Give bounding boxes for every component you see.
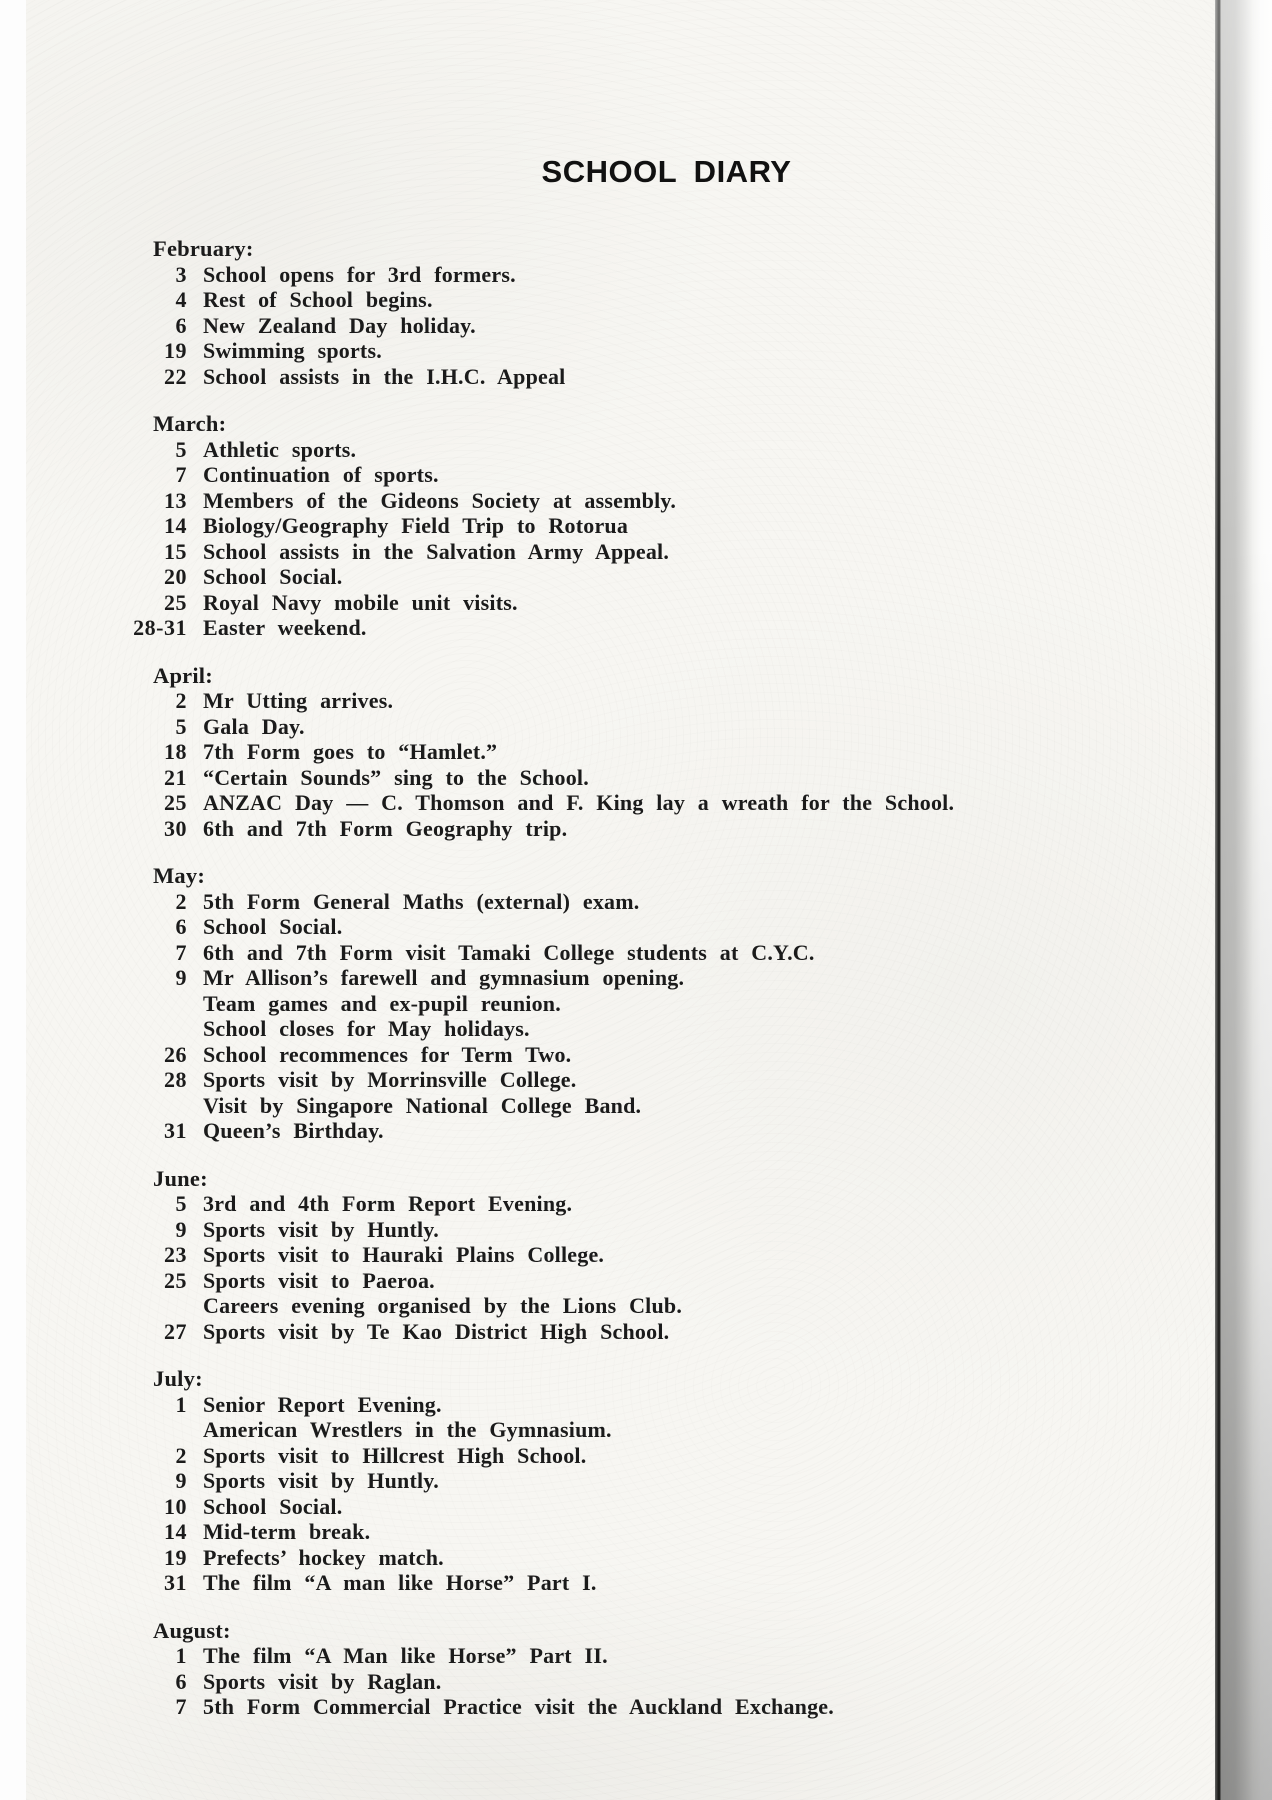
month-entries	[26, 688, 1215, 841]
diary-entry	[125, 1417, 1215, 1443]
diary-entry	[125, 1217, 1215, 1243]
entry-text: School assists in the I.H.C. Appeal	[203, 363, 566, 389]
diary-entry	[125, 1443, 1215, 1469]
entry-day: 15	[164, 538, 187, 564]
diary-entry	[125, 1319, 1215, 1345]
entry-day: 5	[175, 1191, 187, 1216]
entry-text: School Social.	[203, 564, 343, 589]
month-entries	[26, 1392, 1215, 1596]
diary-entry	[125, 688, 1215, 714]
entry-day	[125, 1417, 187, 1443]
month-heading: July:	[153, 1366, 203, 1391]
diary-sections	[26, 236, 1215, 1720]
entry-text: 5th Form Commercial Practice visit the Auckland Exchange.	[203, 1694, 834, 1719]
entry-day: 28-31	[133, 615, 187, 640]
entry-day: 5	[175, 713, 187, 739]
entry-day: 20	[164, 564, 187, 589]
entry-text: Prefects’ hockey match.	[203, 1544, 444, 1570]
entry-text: Easter weekend.	[203, 615, 367, 640]
entry-text: Biology/Geography Field Trip to Rotorua	[203, 513, 629, 538]
entry-text: Rest of School begins.	[203, 287, 433, 312]
entry-text: School opens for 3rd formers.	[203, 261, 516, 287]
entry-text: Visit by Singapore National College Band.	[203, 1092, 642, 1118]
entry-text: Sports visit to Hillcrest High School.	[203, 1442, 587, 1468]
entry-day: 27	[164, 1318, 187, 1344]
entry-day: 14	[164, 1519, 187, 1544]
diary-entry	[125, 437, 1215, 463]
diary-entry	[125, 739, 1215, 765]
entry-text: Mr Allison’s farewell and gymnasium opening.	[203, 965, 685, 990]
entry-text: Members of the Gideons Society at assembly.	[203, 487, 677, 513]
entry-day: 4	[175, 287, 187, 312]
diary-entry	[125, 488, 1215, 514]
entry-day	[125, 991, 187, 1017]
month-section	[26, 663, 1215, 842]
diary-entry	[125, 1669, 1215, 1695]
entry-text: “Certain Sounds” sing to the School.	[203, 764, 589, 790]
entry-day: 31	[164, 1118, 187, 1143]
entry-text: Queen’s Birthday.	[203, 1118, 384, 1143]
entry-text: 6th and 7th Form Geography trip.	[203, 815, 568, 841]
diary-entry	[125, 1268, 1215, 1294]
entry-day: 9	[175, 1216, 187, 1242]
diary-entry	[125, 1242, 1215, 1268]
diary-entry	[125, 965, 1215, 991]
entry-text: ANZAC Day — C. Thomson and F. King lay a wreath for the School.	[203, 790, 955, 815]
diary-entry	[125, 1494, 1215, 1520]
entry-text: Careers evening organised by the Lions Club.	[203, 1293, 683, 1318]
diary-entry	[125, 564, 1215, 590]
month-section	[26, 863, 1215, 1144]
entry-text: Athletic sports.	[203, 436, 357, 462]
month-section	[26, 236, 1215, 389]
diary-entry	[125, 1293, 1215, 1319]
diary-entry	[125, 539, 1215, 565]
entry-day: 26	[164, 1041, 187, 1067]
entry-day: 2	[175, 888, 187, 914]
entry-day: 18	[164, 739, 187, 764]
diary-entry	[125, 513, 1215, 539]
entry-text: Senior Report Evening.	[203, 1391, 442, 1417]
diary-entry	[125, 1468, 1215, 1494]
diary-entry	[125, 1694, 1215, 1720]
month-entries	[26, 262, 1215, 390]
entry-text: School assists in the Salvation Army Appeal.	[203, 538, 670, 564]
entry-text: 6th and 7th Form visit Tamaki College students at C.Y.C.	[203, 939, 815, 965]
entry-day: 22	[164, 363, 187, 389]
month-section	[26, 1618, 1215, 1720]
month-heading: April:	[153, 662, 213, 688]
entry-day	[125, 1093, 187, 1119]
diary-entry	[125, 940, 1215, 966]
entry-day: 31	[164, 1570, 187, 1595]
entry-text: Continuation of sports.	[203, 462, 439, 487]
entry-text: Team games and ex-pupil reunion.	[203, 990, 561, 1016]
diary-entry	[125, 1519, 1215, 1545]
diary-entry	[125, 1191, 1215, 1217]
entry-day	[125, 1016, 187, 1042]
diary-entry	[125, 1545, 1215, 1571]
entry-day: 10	[164, 1493, 187, 1519]
entry-day	[125, 1293, 187, 1319]
entry-day: 7	[175, 939, 187, 965]
entry-text: New Zealand Day holiday.	[203, 312, 476, 338]
entry-day: 1	[175, 1391, 187, 1417]
entry-day: 3	[175, 261, 187, 287]
entry-text: School Social.	[203, 914, 343, 939]
month-entries	[26, 1643, 1215, 1720]
entry-text: Sports visit by Morrinsville College.	[203, 1067, 577, 1092]
page-gutter-shadow	[1215, 0, 1272, 1800]
entry-text: School closes for May holidays.	[203, 1016, 530, 1041]
entry-text: 7th Form goes to “Hamlet.”	[203, 739, 498, 764]
entry-text: Sports visit by Te Kao District High School.	[203, 1318, 670, 1344]
diary-entry	[125, 1093, 1215, 1119]
diary-entry	[125, 1067, 1215, 1093]
month-entries	[26, 437, 1215, 641]
entry-text: Sports visit by Huntly.	[203, 1216, 439, 1242]
entry-text: American Wrestlers in the Gymnasium.	[203, 1417, 612, 1442]
entry-text: Sports visit to Paeroa.	[203, 1267, 435, 1293]
month-heading: August:	[153, 1617, 231, 1643]
entry-text: 3rd and 4th Form Report Evening.	[203, 1191, 573, 1216]
diary-entry	[125, 765, 1215, 791]
diary-entry	[125, 790, 1215, 816]
diary-entry	[125, 991, 1215, 1017]
entry-day: 6	[175, 1668, 187, 1694]
month-heading: February:	[153, 236, 254, 261]
entry-day: 6	[175, 914, 187, 939]
entry-day: 9	[175, 1468, 187, 1493]
entry-day: 28	[164, 1067, 187, 1092]
entry-day: 7	[175, 1694, 187, 1719]
entry-day: 6	[175, 312, 187, 338]
diary-entry	[125, 816, 1215, 842]
entry-text: Swimming sports.	[203, 338, 382, 363]
entry-day: 1	[175, 1643, 187, 1668]
diary-entry	[125, 287, 1215, 313]
entry-text: School recommences for Term Two.	[203, 1041, 572, 1067]
month-section	[26, 411, 1215, 641]
diary-entry	[125, 714, 1215, 740]
month-section	[26, 1166, 1215, 1345]
paper	[26, 0, 1215, 1800]
entry-day: 7	[175, 462, 187, 487]
entry-text: Sports visit by Raglan.	[203, 1668, 442, 1694]
month-heading: March:	[153, 411, 227, 436]
month-section	[26, 1366, 1215, 1596]
entry-day: 25	[164, 1267, 187, 1293]
entry-text: 5th Form General Maths (external) exam.	[203, 888, 640, 914]
entry-day: 19	[164, 338, 187, 363]
entry-text: Sports visit by Huntly.	[203, 1468, 439, 1493]
entry-day: 23	[164, 1242, 187, 1267]
diary-entry	[125, 462, 1215, 488]
diary-entry	[125, 889, 1215, 915]
page-title: SCHOOL DIARY	[541, 154, 792, 189]
diary-entry	[125, 1643, 1215, 1669]
entry-day: 21	[164, 764, 187, 790]
entry-text: Mr Utting arrives.	[203, 688, 394, 713]
month-heading: May:	[153, 863, 206, 888]
entry-day: 13	[164, 487, 187, 513]
diary-entry	[125, 1570, 1215, 1596]
entry-text: Sports visit to Hauraki Plains College.	[203, 1242, 605, 1267]
entry-day: 25	[164, 790, 187, 815]
diary-entry	[125, 1042, 1215, 1068]
diary-entry	[125, 1016, 1215, 1042]
entry-text: Mid-term break.	[203, 1519, 371, 1544]
entry-text: The film “A man like Horse” Part I.	[203, 1570, 597, 1595]
entry-text: Royal Navy mobile unit visits.	[203, 589, 518, 615]
entry-day: 2	[175, 688, 187, 713]
month-entries	[26, 1191, 1215, 1344]
entry-day: 9	[175, 965, 187, 990]
diary-entry	[125, 338, 1215, 364]
month-heading: June:	[153, 1165, 208, 1191]
diary-entry	[125, 590, 1215, 616]
entry-text: The film “A Man like Horse” Part II.	[203, 1643, 608, 1668]
month-entries	[26, 889, 1215, 1144]
entry-text: School Social.	[203, 1493, 343, 1519]
diary-entry	[125, 262, 1215, 288]
entry-day: 25	[164, 589, 187, 615]
entry-day: 2	[175, 1442, 187, 1468]
diary-entry	[125, 615, 1215, 641]
entry-day: 19	[164, 1544, 187, 1570]
entry-text: Gala Day.	[203, 713, 305, 739]
diary-entry	[125, 914, 1215, 940]
diary-entry	[125, 313, 1215, 339]
diary-entry	[125, 1118, 1215, 1144]
entry-day: 5	[175, 436, 187, 462]
diary-entry	[125, 364, 1215, 390]
entry-day: 30	[164, 815, 187, 841]
diary-entry	[125, 1392, 1215, 1418]
entry-day: 14	[164, 513, 187, 538]
